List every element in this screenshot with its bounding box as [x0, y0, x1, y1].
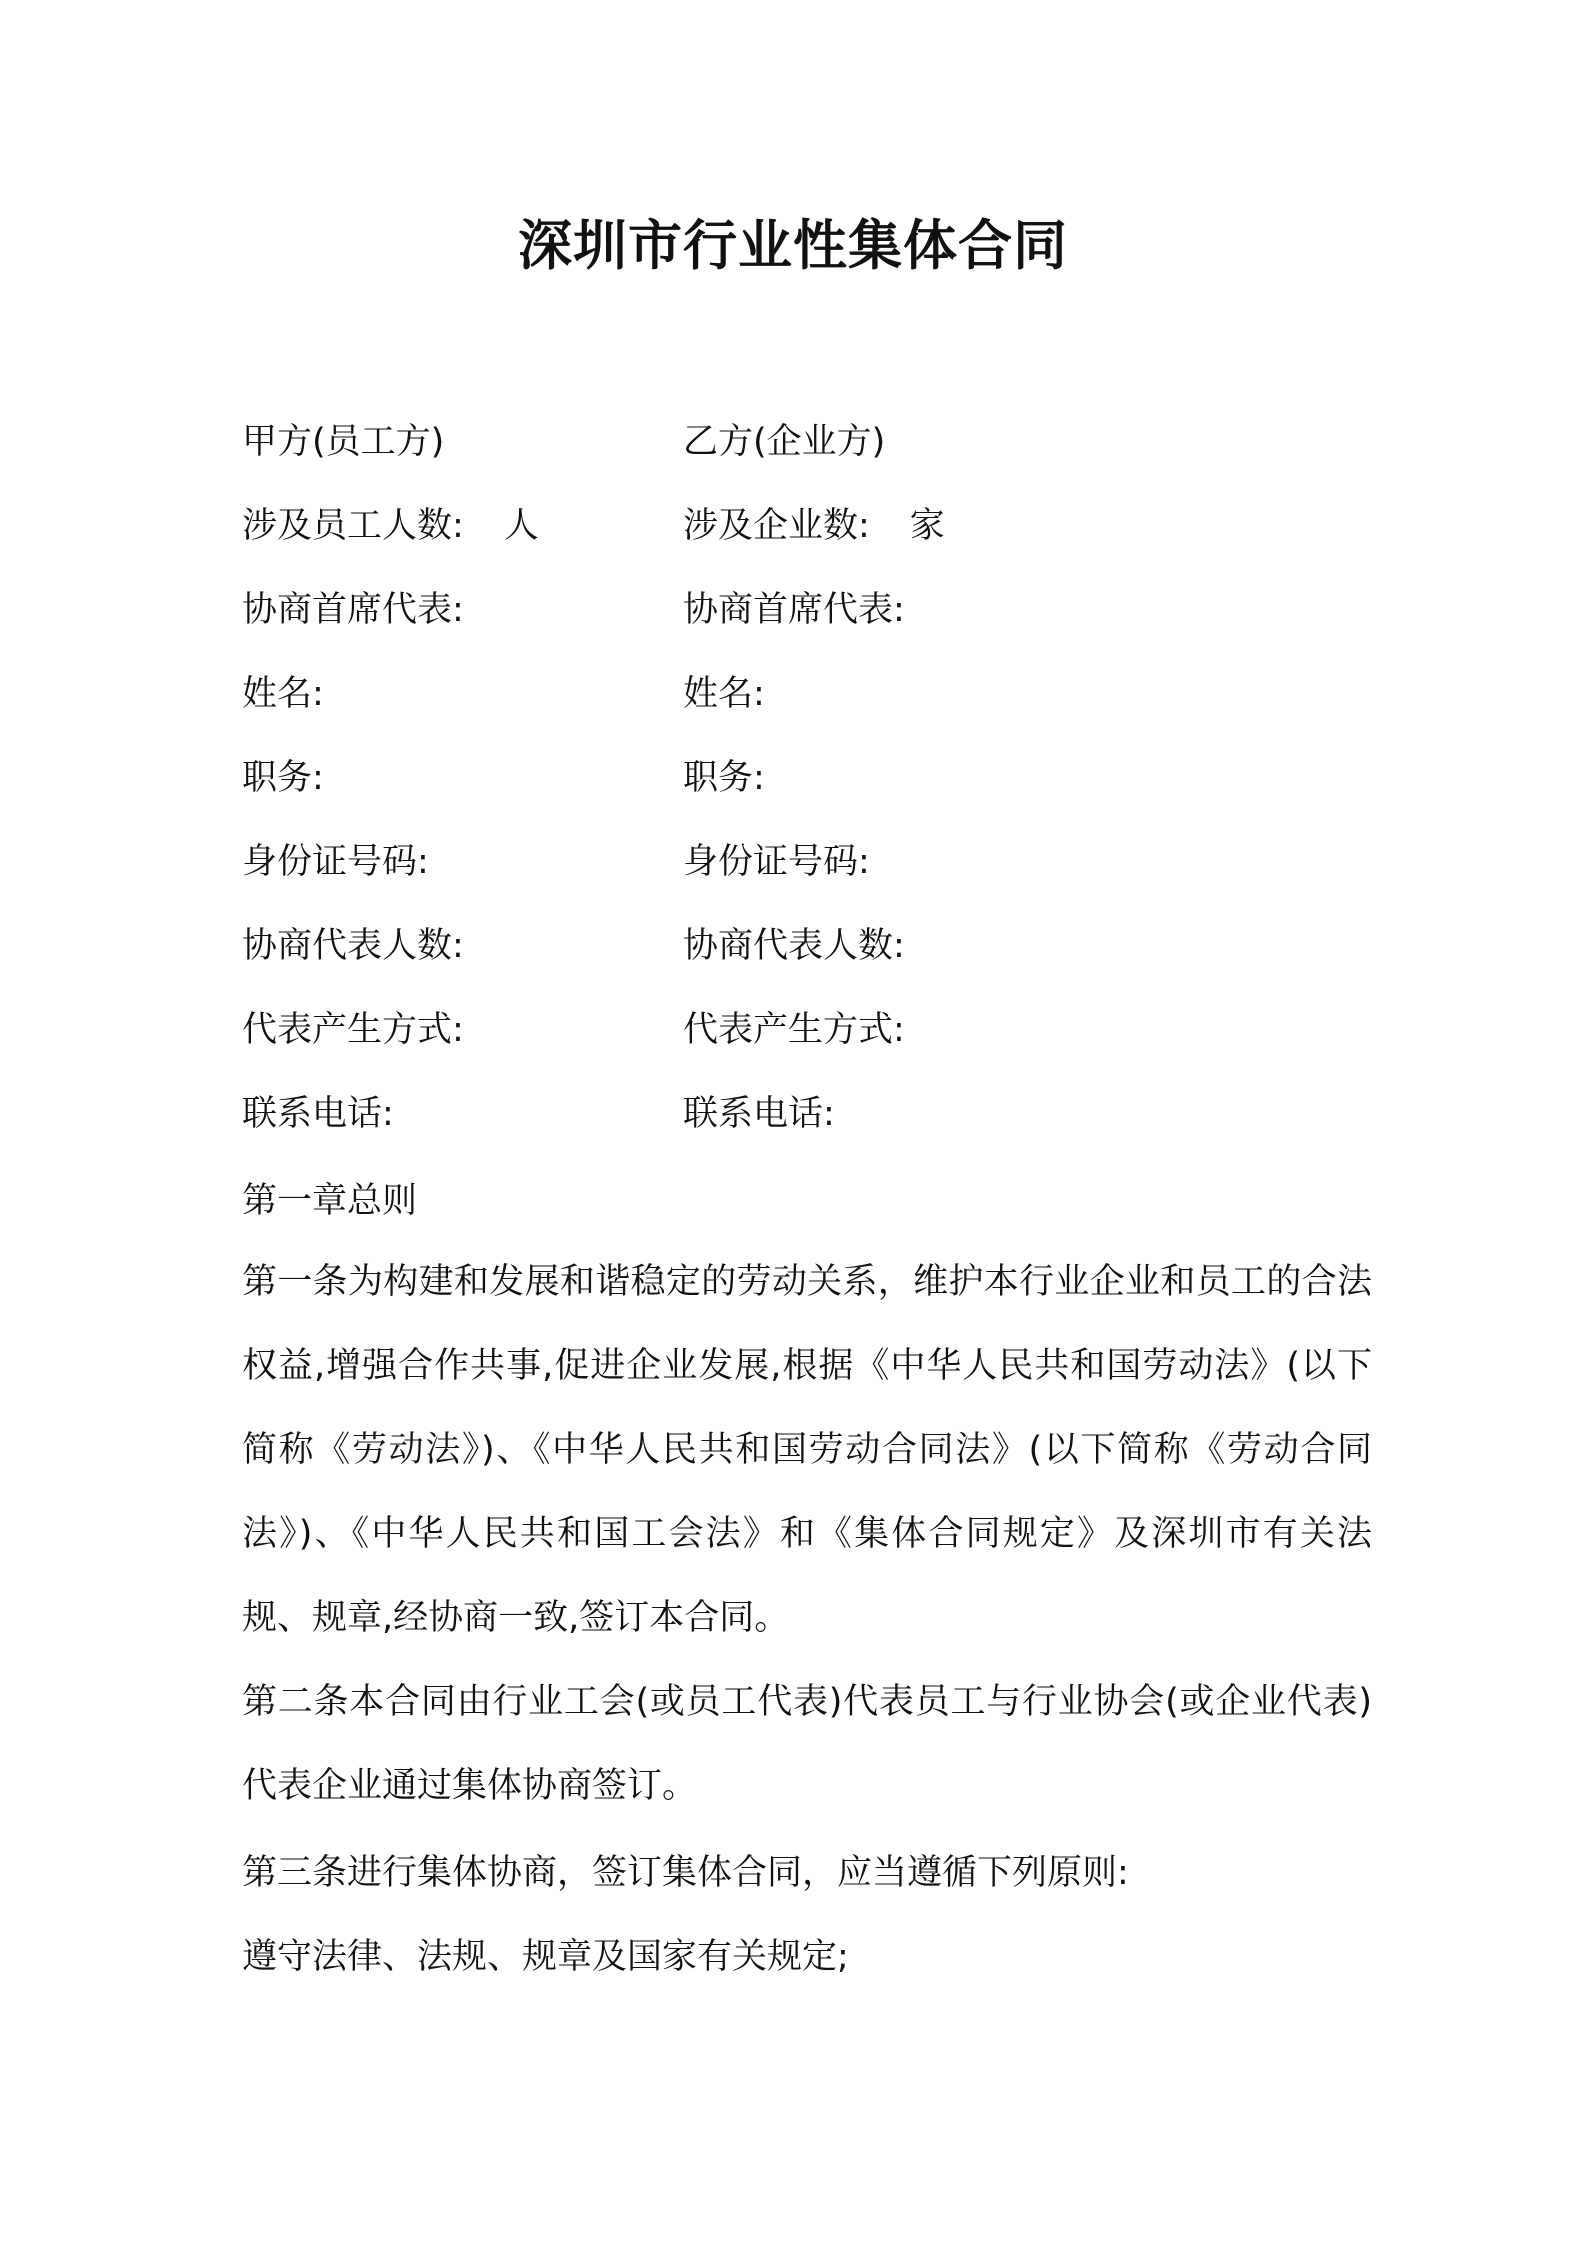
party-info-table [242, 400, 1362, 1156]
party-a-field: 代表产生方式: [242, 1010, 464, 1050]
party-a-field: 协商代表人数: [242, 926, 464, 966]
party-row-id-number [242, 820, 1362, 904]
party-b-field: 身份证号码: [683, 842, 870, 882]
party-a-field: 姓名: [242, 674, 324, 714]
employee-count-label: 涉及员工人数: [242, 506, 464, 546]
party-row-representative-count [242, 904, 1362, 988]
contract-body [242, 1156, 1372, 1996]
article-3: 第三条进行集体协商，签订集体合同，应当遵循下列原则: [242, 1853, 1129, 1893]
party-a-field: 联系电话: [242, 1094, 394, 1134]
party-row-chief-representative [242, 568, 1362, 652]
party-header-row [242, 400, 1362, 484]
enterprise-count-unit: 家 [909, 506, 945, 546]
principle-1: 遵守法律、法规、规章及国家有关规定; [242, 1937, 849, 1977]
party-row-name [242, 652, 1362, 736]
party-b-field: 联系电话: [683, 1094, 835, 1134]
party-b-field: 职务: [683, 758, 765, 798]
employee-count-unit: 人 [503, 506, 539, 546]
enterprise-count-label: 涉及企业数: [683, 506, 870, 546]
party-b-field: 代表产生方式: [683, 1010, 905, 1050]
party-a-field: 协商首席代表: [242, 590, 464, 630]
chapter-heading: 第一章总则 [242, 1181, 418, 1221]
party-b-field [683, 501, 945, 551]
party-a-field: 身份证号码: [242, 842, 429, 882]
party-a-field [242, 501, 683, 551]
party-b-field: 协商代表人数: [683, 926, 905, 966]
party-a-label: 甲方(员工方) [242, 422, 445, 462]
party-row-position [242, 736, 1362, 820]
article-1: 第一条为构建和发展和谐稳定的劳动关系，维护本行业企业和员工的合法权益,增强合作共事,促进企业发展,根据《中华人民共和国劳动法》(以下简称《劳动法》)、《中华人民共和国劳动合同法》(以下简称《劳动合同法》)、《中华人民共和国工会法》和《集体合同规定》及深圳市有关法规、规章,经协商一致,签订本合同。 [242, 1262, 1372, 1638]
party-b-field: 协商首席代表: [683, 590, 905, 630]
party-row-headcount [242, 484, 1362, 568]
article-2: 第二条本合同由行业工会(或员工代表)代表员工与行业协会(或企业代表)代表企业通过集体协商签订。 [242, 1682, 1372, 1806]
party-row-selection-method [242, 988, 1362, 1072]
party-row-phone [242, 1072, 1362, 1156]
party-a-field: 职务: [242, 758, 324, 798]
document-title: 深圳市行业性集体合同 [518, 214, 1068, 277]
party-b-label: 乙方(企业方) [683, 422, 886, 462]
party-b-field: 姓名: [683, 674, 765, 714]
